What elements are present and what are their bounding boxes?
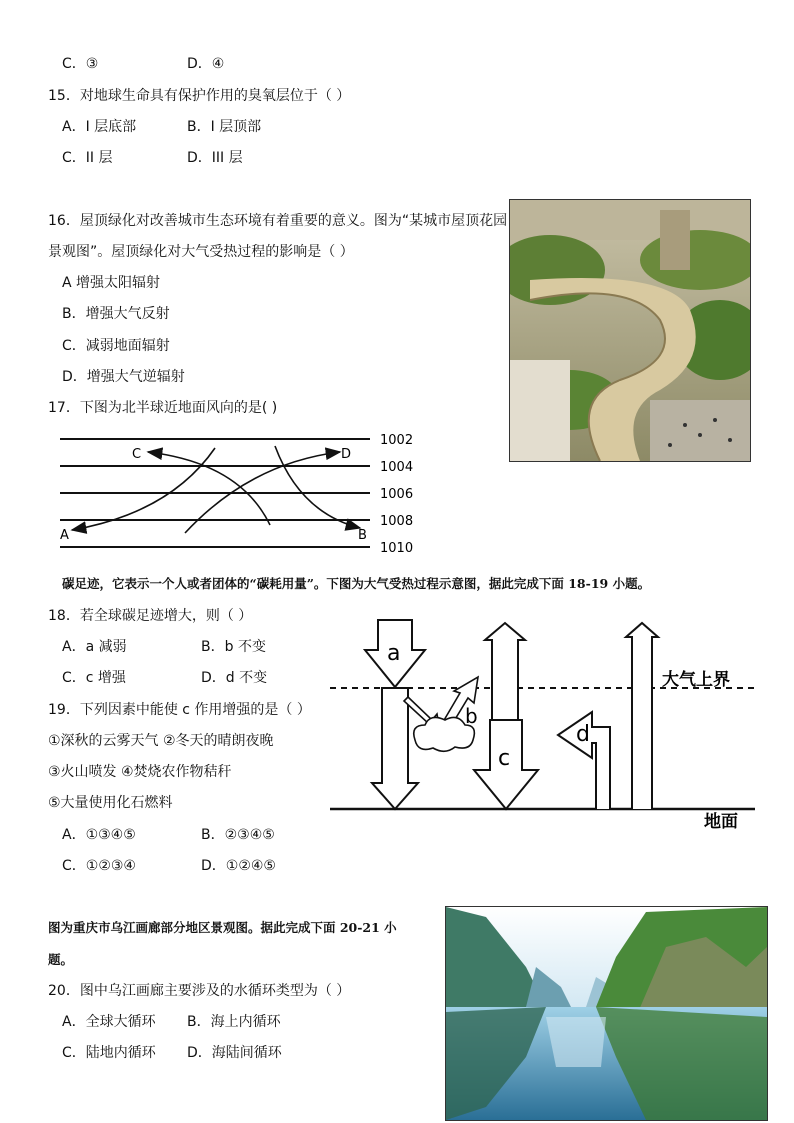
q15-option-a: A．I 层底部: [62, 119, 137, 135]
diagram-label-a: a: [387, 641, 401, 666]
atmospheric-heating-diagram: [330, 615, 760, 837]
q18-stem: 18．若全球碳足迹增大，则（ ）: [48, 608, 253, 624]
q19-option-b: B．②③④⑤: [201, 827, 275, 843]
q18-option-a: A．a 减弱: [62, 639, 127, 655]
diagram-label-d: d: [576, 722, 590, 747]
isobar-label-1010: 1010: [380, 541, 414, 556]
isobar-wind-diagram: [50, 428, 420, 560]
q17-stem: 17．下图为北半球近地面风向的是( ): [48, 400, 278, 416]
q20-option-c: C．陆地内循环: [62, 1045, 156, 1061]
q19-items-line3: ⑤大量使用化石燃料: [48, 795, 173, 811]
q20-stem: 20．图中乌江画廊主要涉及的水循环类型为（ ）: [48, 983, 351, 999]
q15-option-d: D．III 层: [187, 150, 243, 166]
q16-option-b: B．增强大气反射: [62, 306, 170, 322]
q20-option-a: A．全球大循环: [62, 1014, 156, 1030]
diagram-label-c: c: [498, 746, 511, 771]
q14-option-d: D．④: [187, 56, 225, 72]
ground-label: 地面: [704, 812, 738, 832]
isobar-label-1002: 1002: [380, 433, 414, 448]
wind-arrow-c: [148, 452, 270, 525]
intro-20-21-line1: 图为重庆市乌江画廊部分地区景观图。据此完成下面 20-21 小: [48, 920, 397, 935]
q16-option-a: A 增强太阳辐射: [62, 275, 161, 291]
arrow-c-up: [485, 623, 525, 720]
q20-option-d: D．海陆间循环: [187, 1045, 282, 1061]
isobar-label-1008: 1008: [380, 514, 414, 529]
intro-18-19: 碳足迹，它表示一个人或者团体的“碳耗用量”。下图为大气受热过程示意图，据此完成下面 18-19 小题。: [62, 576, 651, 591]
point-label-c: C: [132, 447, 142, 462]
q16-option-c: C．减弱地面辐射: [62, 338, 170, 354]
q15-option-b: B．I 层顶部: [187, 119, 262, 135]
atmosphere-top-label: 大气上界: [662, 670, 730, 690]
q20-option-b: B．海上内循环: [187, 1014, 281, 1030]
rooftop-garden-photo: [509, 199, 751, 462]
q19-items-line2: ③火山喷发 ④焚烧农作物秸秆: [48, 764, 232, 780]
point-label-b: B: [358, 528, 367, 543]
intro-20-21-line2: 题。: [48, 952, 74, 967]
wujiang-landscape-photo: [445, 906, 768, 1121]
q15-stem: 15．对地球生命具有保护作用的臭氧层位于（ ）: [48, 88, 351, 104]
q14-option-c: C．③: [62, 56, 99, 72]
q15-option-c: C．II 层: [62, 150, 113, 166]
wind-arrow-a: [72, 448, 215, 530]
point-label-d: D: [341, 447, 352, 462]
isobar-label-1004: 1004: [380, 460, 414, 475]
q16-stem-line1: 16．屋顶绿化对改善城市生态环境有着重要的意义。图为“某城市屋顶花园: [48, 213, 508, 229]
q16-option-d: D．增强大气逆辐射: [62, 369, 185, 385]
q19-option-d: D．①②④⑤: [201, 858, 276, 874]
q19-option-a: A．①③④⑤: [62, 827, 136, 843]
q16-stem-line2: 景观图”。屋顶绿化对大气受热过程的影响是（ ）: [48, 244, 354, 260]
q19-option-c: C．①②③④: [62, 858, 136, 874]
q18-option-c: C．c 增强: [62, 670, 126, 686]
arrow-ground-up: [626, 623, 658, 809]
point-label-a: A: [60, 528, 69, 543]
q18-option-b: B．b 不变: [201, 639, 266, 655]
diagram-label-b: b: [465, 704, 478, 728]
q19-items-line1: ①深秋的云雾天气 ②冬天的晴朗夜晚: [48, 733, 274, 749]
isobar-label-1006: 1006: [380, 487, 414, 502]
q19-stem: 19．下列因素中能使 c 作用增强的是（ ）: [48, 702, 311, 718]
q18-option-d: D．d 不变: [201, 670, 268, 686]
